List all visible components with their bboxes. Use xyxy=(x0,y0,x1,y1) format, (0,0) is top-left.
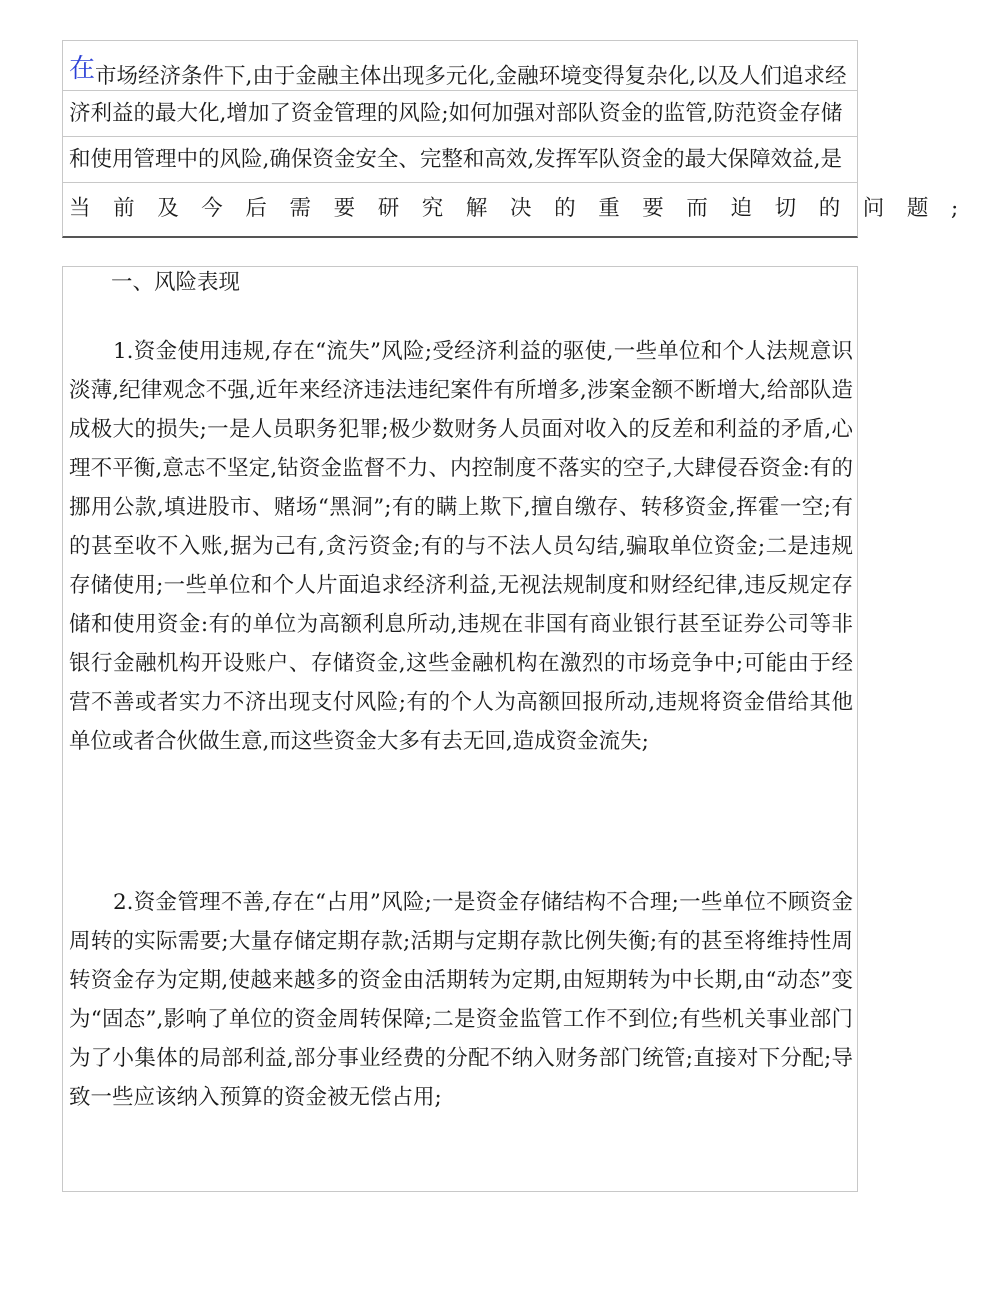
intro-block xyxy=(62,40,981,238)
drop-cap: 在 xyxy=(69,54,96,84)
intro-line-3: 和使用管理中的风险,确保资金安全、完整和高效,发挥军队资金的最大保障效益,是 xyxy=(62,136,858,182)
paragraph-2: 2.资金管理不善,存在“占用”风险;一是资金存储结构不合理;一些单位不顾资金周转的实际需要;大量存储定期存款;活期与定期存款比例失衡;有的甚至将维持性周转资金存为定期,使越来越多的资金由活期转为定期,由短期转为中长期,由“动态”变为“固态”,影响了单位的资金周转保障;二是资金监管工作不到位;有些机关事业部门为了小集体的局部利益,部分事业经费的分配不纳入财务部门统管;直接对下分配;导致一些应该纳入预算的资金被无偿占用; xyxy=(69,890,853,1110)
section-risk xyxy=(62,266,858,1192)
section-heading: 一、风险表现 xyxy=(111,270,241,295)
intro-line-2: 济利益的最大化,增加了资金管理的风险;如何加强对部队资金的监管,防范资金存储 xyxy=(62,90,858,136)
intro-line-text: 市场经济条件下,由于金融主体出现多元化,金融环境变得复杂化,以及人们追求经 xyxy=(95,64,847,89)
paragraph-1: 1.资金使用违规,存在“流失”风险;受经济利益的驱使,一些单位和个人法规意识淡薄,纪律观念不强,近年来经济违法违纪案件有所增多,涉案金额不断增大,给部队造成极大的损失;一是人员职务犯罪;极少数财务人员面对收入的反差和利益的矛盾,心理不平衡,意志不坚定,钻资金监督不力、内控制度不落实的空子,大肆侵吞资金:有的挪用公款,填进股市、赌场“黑洞”;有的瞒上欺下,擅自缴存、转移资金,挥霍一空;有的甚至收不入账,据为己有,贪污资金;有的与不法人员勾结,骗取单位资金;二是违规存储使用;一些单位和个人片面追求经济利益,无视法规制度和财经纪律,违反规定存储和使用资金:有的单位为高额利息所动,违规在非国有商业银行甚至证券公司等非银行金融机构开设账户、存储资金,这些金融机构在激烈的市场竞争中;可能由于经营不善或者实力不济出现支付风险;有的个人为高额回报所动,违规将资金借给其他单位或者合伙做生意,而这些资金大多有去无回,造成资金流失; xyxy=(69,339,853,754)
intro-line-1 xyxy=(62,40,858,90)
intro-line-4: 当前及今后需要研究解决的重要而迫切的问题; xyxy=(62,182,858,238)
